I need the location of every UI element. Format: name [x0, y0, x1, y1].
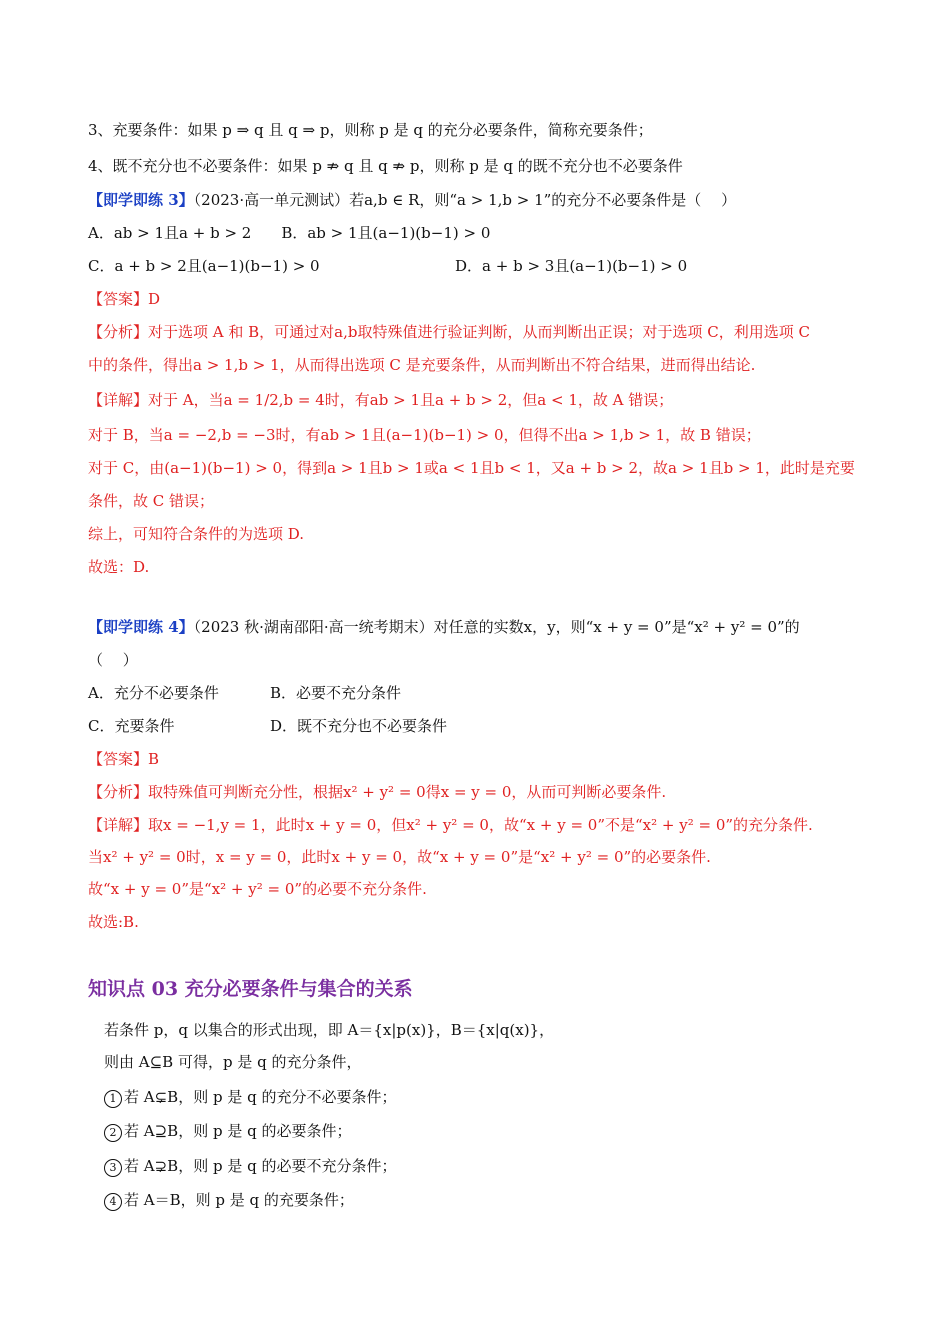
- kp-line-2: 则由 A⊆B 可得，p 是 q 的充分条件，: [104, 1053, 362, 1071]
- option-a: A．充分不必要条件: [88, 684, 219, 702]
- option-c: C．a + b > 2且(a−1)(b−1) > 0: [88, 257, 320, 275]
- answer: 【答案】B: [88, 750, 160, 768]
- option-b: B．必要不充分条件: [270, 684, 402, 702]
- kp-item-4: [104, 1189, 354, 1211]
- detail-line-2: 当x² + y² = 0时，x = y = 0，此时x + y = 0，故“x + y = 0”是“x² + y² = 0”的必要条件.: [88, 848, 711, 866]
- item-number: 3: [104, 1159, 122, 1177]
- kp-line-1: 若条件 p，q 以集合的形式出现，即 A＝{x|p(x)}，B＝{x|q(x)}，: [104, 1021, 555, 1039]
- item-number: 4: [104, 1193, 122, 1211]
- analysis-line-2: 中的条件，得出a > 1,b > 1，从而得出选项 C 是充要条件，从而判断出不符合结果，进而得出结论.: [88, 356, 756, 374]
- kp-item-3: [104, 1155, 396, 1177]
- answer: 【答案】D: [88, 290, 161, 308]
- detail-line-6: 故选：D.: [88, 558, 150, 576]
- kp-item-2: [104, 1120, 351, 1142]
- definition-3: 3、充要条件：如果 p ⇒ q 且 q ⇒ p，则称 p 是 q 的充分必要条件，简称充要条件；: [88, 121, 653, 139]
- option-d: D．a + b > 3且(a−1)(b−1) > 0: [455, 257, 688, 275]
- exercise-3-question: [88, 189, 736, 211]
- analysis: 【分析】取特殊值可判断充分性，根据x² + y² = 0得x = y = 0，从而可判断必要条件.: [88, 783, 667, 801]
- item-text: 若 A＝B，则 p 是 q 的充要条件；: [124, 1191, 354, 1209]
- detail-line-5: 综上，可知符合条件的为选项 D.: [88, 525, 305, 543]
- detail-line-4: 条件，故 C 错误；: [88, 492, 215, 510]
- question-paren: （ ）: [88, 651, 138, 669]
- exercise-4-question: [88, 616, 800, 638]
- item-number: 2: [104, 1124, 122, 1142]
- detail-line-2: 对于 B，当a = −2,b = −3时，有ab > 1且(a−1)(b−1) > 0，但得不出a > 1,b > 1，故 B 错误；: [88, 426, 761, 444]
- option-d: D．既不充分也不必要条件: [270, 717, 448, 735]
- definition-4: 4、既不充分也不必要条件：如果 p ⇏ q 且 q ⇏ p，则称 p 是 q 的既不充分也不必要条件: [88, 157, 683, 175]
- kp-item-1: [104, 1086, 396, 1108]
- option-c: C．充要条件: [88, 717, 175, 735]
- exercise-tag: 【即学即练 3】: [88, 191, 194, 209]
- section-heading: 知识点 03 充分必要条件与集合的关系: [88, 978, 413, 1000]
- item-text: 若 A⊇B，则 p 是 q 的必要条件；: [124, 1122, 352, 1140]
- question-text: （2023·高一单元测试）若a,b ∈ R，则“a > 1,b > 1”的充分不必要条件是（ ）: [193, 191, 737, 209]
- detail-line-1: 【详解】取x = −1,y = 1，此时x + y = 0，但x² + y² = 0，故“x + y = 0”不是“x² + y² = 0”的充分条件.: [88, 816, 813, 834]
- detail-line-3: 对于 C，由(a−1)(b−1) > 0，得到a > 1且b > 1或a < 1且b < 1，又a + b > 2，故a > 1且b > 1，此时是充要: [88, 459, 855, 477]
- analysis-line-1: 【分析】对于选项 A 和 B，可通过对a,b取特殊值进行验证判断，从而判断出正误；对于选项 C，利用选项 C: [88, 323, 810, 341]
- detail-line-4: 故选:B.: [88, 913, 139, 931]
- options-ab: A．ab > 1且a + b > 2 B．ab > 1且(a−1)(b−1) > 0: [88, 224, 491, 242]
- item-number: 1: [104, 1090, 122, 1108]
- question-text: （2023 秋·湖南邵阳·高一统考期末）对任意的实数x，y，则“x + y = 0”是“x² + y² = 0”的: [193, 618, 800, 636]
- exercise-tag: 【即学即练 4】: [88, 618, 194, 636]
- item-text: 若 A⊊B，则 p 是 q 的充分不必要条件；: [124, 1088, 397, 1106]
- detail-line-1: 【详解】对于 A，当a = 1/2,b = 4时，有ab > 1且a + b > 2，但a < 1，故 A 错误；: [88, 391, 674, 409]
- item-text: 若 A⊋B，则 p 是 q 的必要不充分条件；: [124, 1157, 397, 1175]
- detail-line-3: 故“x + y = 0”是“x² + y² = 0”的必要不充分条件.: [88, 880, 427, 898]
